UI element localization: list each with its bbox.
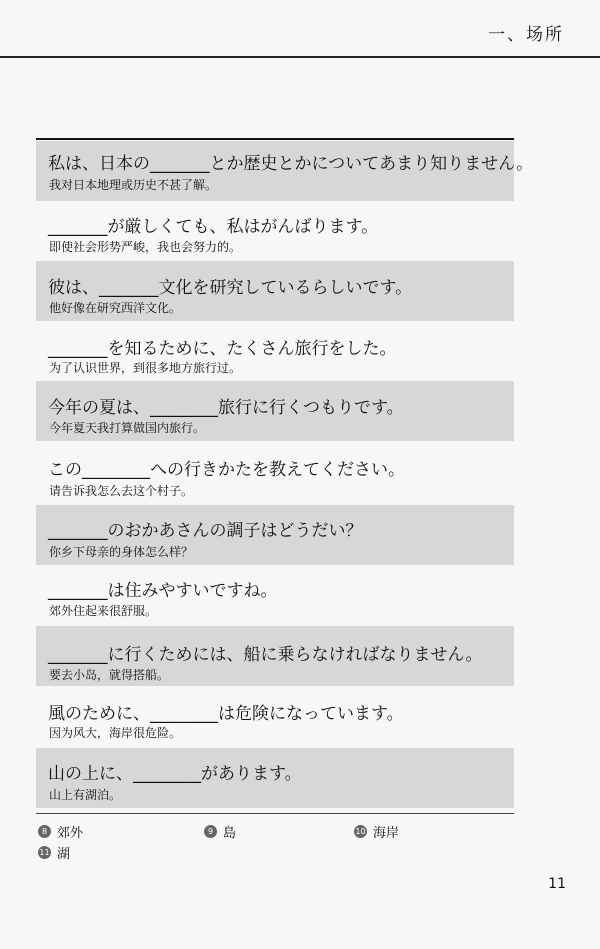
chinese-translation: 山上有湖泊。 [49,788,122,802]
japanese-sentence: 山の上に、________があります。 [48,764,302,784]
sentence-block [36,324,514,379]
chinese-translation: 为了认识世界，到很多地方旅行过。 [49,361,242,375]
chinese-translation: 你乡下母亲的身体怎么样？ [49,545,194,559]
japanese-sentence: _______は住みやすいですね。 [48,581,278,601]
sentence-block [36,748,514,808]
vocab-option [204,822,236,841]
chinese-translation: 即使社会形势严峻，我也会努力的。 [49,240,242,254]
japanese-sentence: この________への行きかたを教えてください。 [48,460,405,480]
sentence-block [36,204,514,259]
chinese-translation: 我对日本地理或历史不甚了解。 [49,178,218,192]
option-number: 10 [355,827,366,836]
sentence-block [36,568,514,623]
option-word: 湖 [57,847,71,862]
vocab-option [38,822,83,841]
option-word: 郊外 [57,826,84,841]
top-divider [36,138,514,140]
japanese-sentence: _______に行くためには、船に乗らなければなりません。 [48,645,483,665]
sentence-block [36,444,514,502]
japanese-sentence: 風のために、________は危険になっています。 [48,704,404,724]
option-number: 9 [204,825,217,838]
option-number: 8 [38,825,51,838]
chinese-translation: 请告诉我怎么去这个村子。 [49,484,194,498]
japanese-sentence: _______を知るために、たくさん旅行をした。 [48,339,397,359]
japanese-sentence: _______が厳しくても、私はがんばります。 [48,217,379,237]
option-number: 11 [39,848,50,857]
chinese-translation: 要去小岛，就得搭船。 [49,668,170,682]
japanese-sentence: _______のおかあさんの調子はどうだい？ [48,521,363,541]
chinese-translation: 因为风大，海岸很危险。 [49,726,182,740]
bottom-divider [36,813,514,814]
japanese-sentence: 私は、日本の_______とか歴史とかについてあまり知りません。 [48,154,534,174]
page-number: 11 [548,876,566,892]
japanese-sentence: 今年の夏は、________旅行に行くつもりです。 [48,398,404,418]
section-title: 一、场所 [488,25,564,45]
sentence-block [36,381,514,441]
sentence-block [36,689,514,744]
sentence-block [36,141,534,201]
option-word: 海岸 [373,826,400,841]
chinese-translation: 今年夏天我打算做国内旅行。 [49,421,206,435]
chinese-translation: 他好像在研究西洋文化。 [49,301,182,315]
japanese-sentence: 彼は、_______文化を研究しているらしいです。 [48,278,413,298]
vocab-option [354,822,399,841]
chinese-translation: 郊外住起来很舒服。 [49,604,158,618]
vocab-option [38,843,70,862]
sentence-block [36,626,514,686]
sentence-block [36,261,514,321]
page-header [0,0,600,58]
sentence-block [36,505,514,565]
option-word: 島 [223,826,237,841]
